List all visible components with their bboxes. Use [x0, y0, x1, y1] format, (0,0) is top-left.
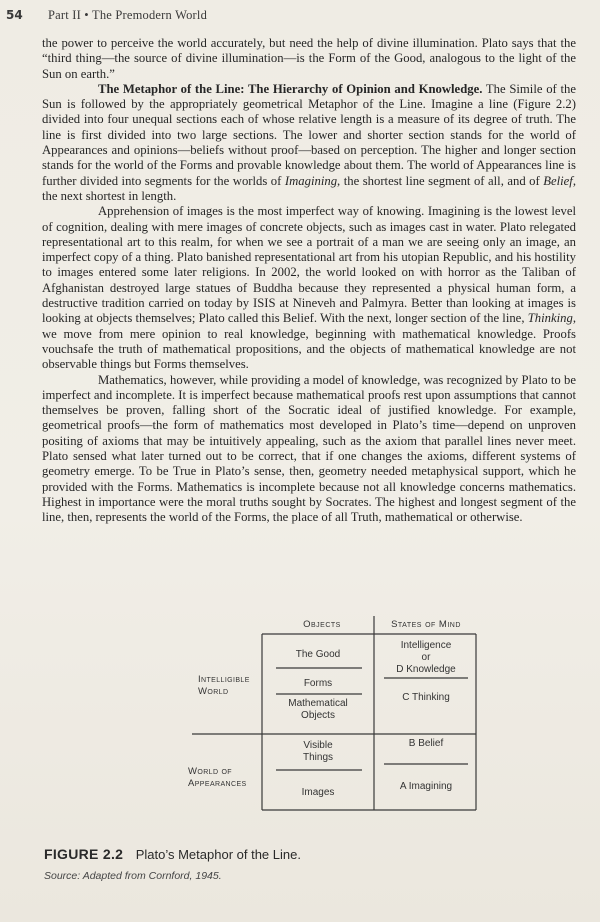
- paragraph-1: the power to perceive the world accurately, but need the help of divine illumination. Plato says that the “third thing—the source of divine illumination—is the Form of the Good, analogous to the light of the Sun on earth.”: [42, 36, 576, 81]
- cell-mathematical-objects: Mathematical Objects: [288, 698, 348, 721]
- paragraph-4: Mathematics, however, while providing a model of knowledge, was recognized by Plato to be imperfect and incomplete. It is imperfect because mathematical proofs rest upon assumptions that cannot themselves be proven, falling short of the Socratic ideal of justified knowledge. For example, geometrical proofs—the form of mathematics most developed in Plato’s time—depend on unproven positing of axioms that may be intuitively appealing, such as the axiom that parallel lines never meet. Plato sensed what later turned out to be correct, that if one changes the axioms, different systems of geometry emerge. To be True in Plato’s sense, then, geometry needed metaphysical support, which he provided with the Forms. Mathematics is incomplete because not all knowledge concerns mathematics. Highest in importance were the moral truths sought by Socrates. The highest and longest segment of the line, then, represents the world of the Forms, the place of all Truth, mathematical or otherwise.: [42, 372, 576, 525]
- metaphor-of-the-line-figure: [186, 616, 478, 812]
- paragraph-2-text-b: , the shortest line segment of all, and of: [337, 173, 544, 188]
- page-header: [0, 8, 600, 28]
- term-thinking: Thinking: [527, 311, 573, 326]
- section-run-in-heading: The Metaphor of the Line: The Hierarchy of Opinion and Knowledge.: [98, 81, 483, 96]
- paragraph-2-text-a: The Simile of the Sun is followed by the appropriately geometrical Metaphor of the Line. Imagine a line (Figure 2.2) divided into four unequal sections each of whose relative length is a measure of its degree of truth. The line is first divided into two large sections. The lower and shorter section stands for the world of Appearances and opinions—beliefs without proof—based on perception. The higher and longer section stands for the world of the Forms and provable knowledge about them. The world of Appearances line is further divided into segments for the worlds of: [42, 81, 576, 188]
- term-belief: Belief: [543, 173, 573, 188]
- cell-visible-things: Visible Things: [302, 740, 333, 763]
- cell-belief: B Belief: [408, 738, 444, 749]
- cell-imagining: A Imagining: [399, 781, 453, 792]
- cell-forms: Forms: [303, 678, 333, 689]
- paragraph-3-text-a: Apprehension of images is the most imperfect way of knowing. Imagining is the lowest level of cognition, dealing with mere images of concrete objects, such as images cast in water. Plato relegated representational art to this realm, for when we see a portrait of a man we are seeing only an image, an imperfect copy of a thing. Plato banished representational art from his utopian Republic, and his hostility to images entered some later religions. In 2002, the world looked on with horror as the Taliban of Afghanistan destroyed large statues of Buddha because they represented a physical human form, a destructive tradition carried on today by ISIS at Nineveh and Palmyra. Better than looking at images is looking at objects themselves; Plato called this Belief. With the next, longer section of the line,: [42, 204, 576, 326]
- figure-number: FIGURE 2.2: [44, 846, 124, 862]
- figure-caption: [44, 846, 301, 864]
- paragraph-3-text-b: , we move from mere opinion to real knowledge, beginning with mathematical knowledge. Proofs vouchsafe the truth of mathematical propositions, and the objects of mathematical knowledge are not observable things but Forms themselves.: [42, 311, 576, 372]
- cell-intelligence-knowledge: Intelligence or D Knowledge: [396, 640, 456, 675]
- paragraph-2-text-c: , the next shortest in length.: [42, 173, 576, 203]
- cell-images: Images: [301, 787, 335, 798]
- column-header-states-of-mind: States of Mind: [391, 619, 461, 630]
- row-header-intelligible-world: Intelligible World: [198, 674, 250, 697]
- body-text: [42, 36, 576, 526]
- figure-title: Plato’s Metaphor of the Line.: [135, 847, 301, 862]
- term-imagining: Imagining: [284, 173, 338, 188]
- row-header-world-of-appearances: World of Appearances: [188, 766, 247, 789]
- running-head: Part II • The Premodern World: [48, 8, 208, 22]
- column-header-objects: Objects: [303, 619, 341, 630]
- figure-source: Source: Adapted from Cornford, 1945.: [44, 870, 222, 882]
- page-number: 54: [6, 8, 23, 22]
- paragraph-3: [42, 204, 576, 372]
- paragraph-2: [42, 82, 576, 204]
- cell-thinking: C Thinking: [402, 692, 450, 703]
- cell-the-good: The Good: [295, 649, 341, 660]
